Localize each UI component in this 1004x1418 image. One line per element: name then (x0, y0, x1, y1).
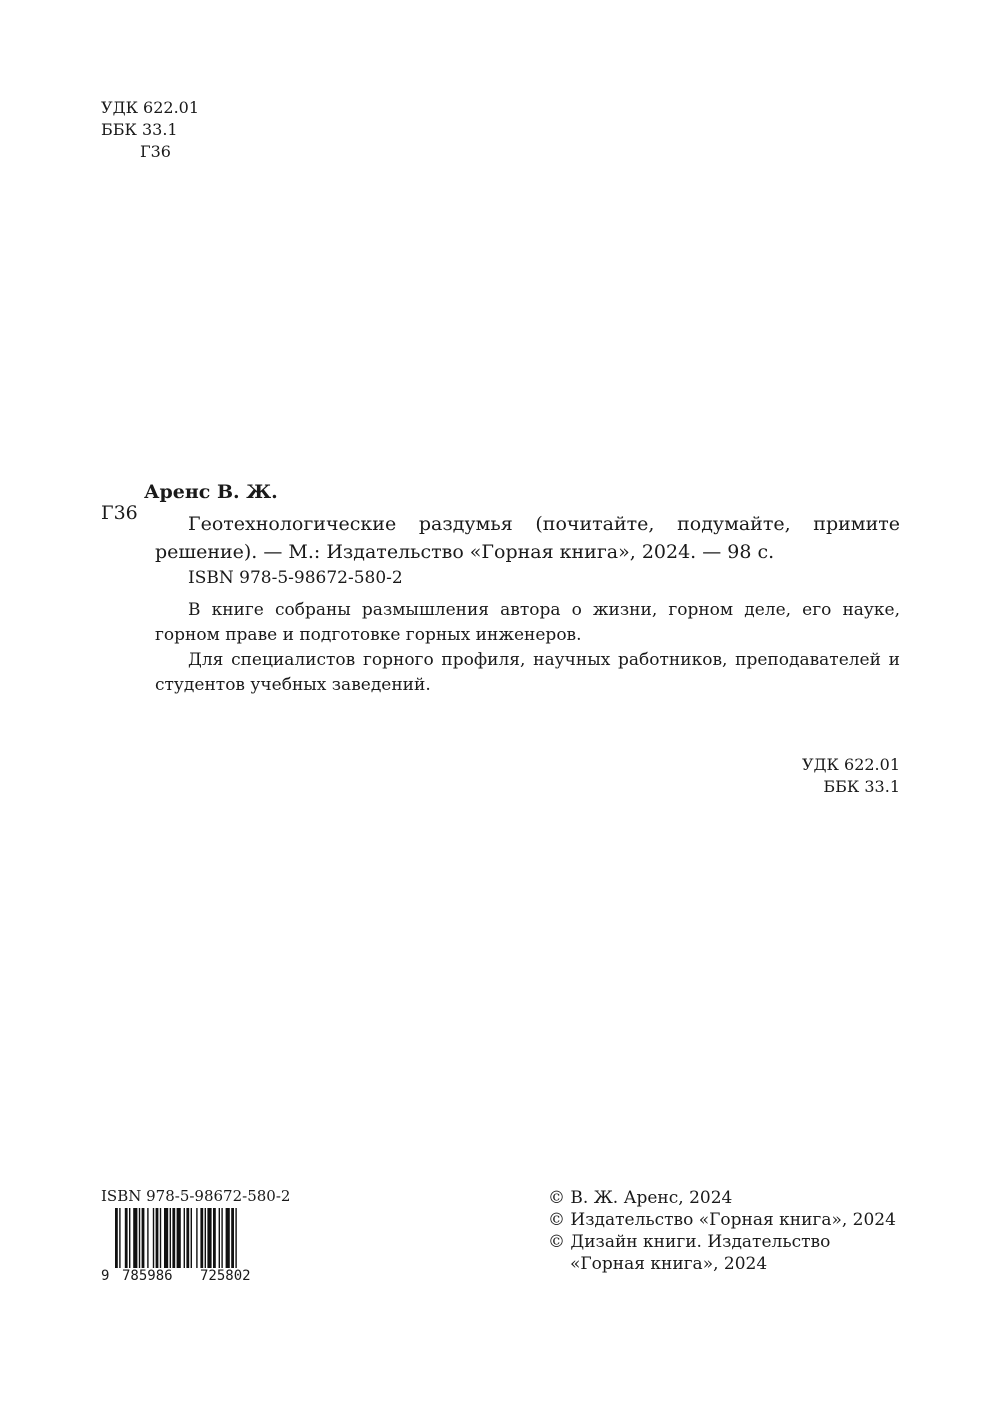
copyright-line: © В. Ж. Аренс, 2024 (548, 1188, 733, 1208)
reference-isbn: ISBN 978-5-98672-580-2 (188, 568, 403, 588)
bbk-code: ББК 33.1 (823, 777, 900, 796)
barcode-bar (160, 1208, 161, 1276)
udk-code: УДК 622.01 (801, 755, 900, 774)
copyright-line: © Издательство «Горная книга», 2024 (548, 1210, 896, 1230)
barcode-right-digits: 725802 (200, 1268, 251, 1284)
book-abstract (155, 598, 900, 698)
barcode-bar (184, 1208, 185, 1276)
barcode-bar (142, 1208, 145, 1276)
barcode-digits (101, 1268, 279, 1288)
barcode-bar (200, 1208, 203, 1276)
barcode-bar (205, 1208, 206, 1276)
barcode-lead-digit: 9 (101, 1268, 110, 1284)
barcode-bar (156, 1208, 159, 1276)
copyright-block (548, 1187, 908, 1275)
top-classification-codes (101, 97, 199, 163)
barcode-bar (196, 1208, 197, 1276)
barcode-bar (231, 1208, 234, 1276)
barcode-bar (153, 1208, 154, 1276)
barcode-bar (221, 1208, 222, 1276)
barcode-bar (129, 1208, 130, 1276)
cutter-code: Г36 (140, 142, 171, 161)
barcode-bar (125, 1208, 128, 1276)
bottom-classification-codes (802, 754, 900, 798)
abstract-paragraph: Для специалистов горного профиля, научных работников, преподавателей и студентов учебных заведений. (155, 650, 900, 695)
barcode-isbn-label: ISBN 978-5-98672-580-2 (101, 1187, 291, 1205)
barcode-bar (191, 1208, 192, 1276)
copyright-line: © Дизайн книги. Издательство «Горная книга», 2024 (548, 1232, 831, 1274)
bbk-code: ББК 33.1 (101, 120, 178, 139)
barcode-bar (170, 1208, 171, 1276)
barcode-bar (226, 1208, 230, 1276)
barcode-bar (133, 1208, 137, 1276)
reference-cutter-code: Г36 (101, 502, 138, 524)
bibliographic-description: Геотехнологические раздумья (почитайте, подумайте, примите решение). — М.: Издательство «Горная книга», 2024. — 98 с. (155, 513, 900, 563)
barcode-bar (147, 1208, 148, 1276)
author-name: Аренс В. Ж. (144, 481, 278, 503)
barcode-left-digits: 785986 (122, 1268, 173, 1284)
udk-code: УДК 622.01 (101, 98, 200, 117)
barcode-bar (172, 1208, 175, 1276)
barcode-bar (164, 1208, 168, 1276)
barcode-bar (186, 1208, 189, 1276)
barcode-bar (213, 1208, 216, 1276)
barcode-bar (207, 1208, 211, 1276)
barcode-bar (139, 1208, 140, 1276)
abstract-paragraph: В книге собраны размышления автора о жизни, горном деле, его науке, горном праве и подготовке горных инженеров. (155, 600, 900, 645)
barcode-bar (219, 1208, 220, 1276)
